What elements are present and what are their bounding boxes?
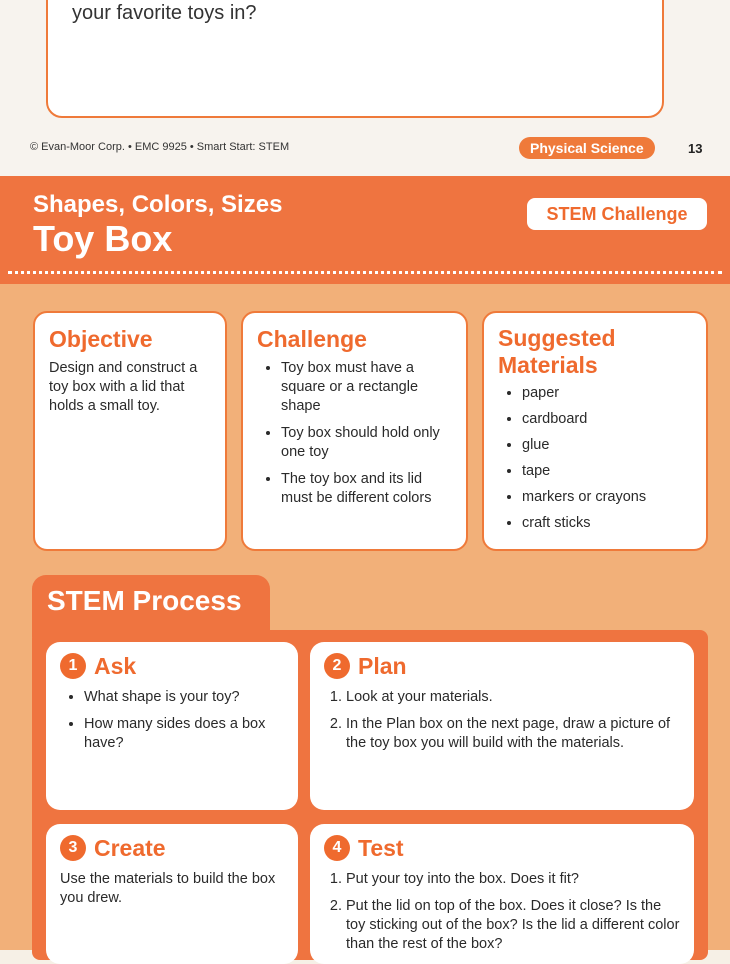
ask-list <box>60 688 284 753</box>
list-item: 2. Put the lid on top of the box. Does it close? Is the toy sticking out of the box? Is the lid a different color than the rest of the box? <box>346 897 680 954</box>
step-heading: Plan <box>358 653 407 679</box>
step-heading: Test <box>358 835 404 861</box>
list-item: • How many sides does a box have? <box>84 715 284 753</box>
list-item: • The toy box and its lid must be different colors <box>281 470 452 508</box>
stem-challenge-badge: STEM Challenge <box>527 198 707 230</box>
list-item: 2. In the Plan box on the next page, draw a picture of the toy box you will build with the materials. <box>346 715 680 753</box>
step-header <box>324 652 680 680</box>
materials-heading-line1: Suggested <box>498 325 616 351</box>
step-create-card <box>46 824 298 964</box>
list-item: • markers or crayons <box>522 488 692 507</box>
materials-card <box>482 311 708 551</box>
create-text: Use the materials to build the box you drew. <box>60 871 276 906</box>
page-number: 13 <box>688 141 703 156</box>
step-ask-card <box>46 642 298 810</box>
test-list <box>324 870 680 954</box>
step-test-card <box>310 824 694 964</box>
step-heading: Create <box>94 835 166 861</box>
question-text: your favorite toys in? <box>72 2 257 24</box>
page-subtitle: Shapes, Colors, Sizes <box>33 191 283 218</box>
objective-card <box>33 311 227 551</box>
list-item: 1. Look at your materials. <box>346 688 680 707</box>
materials-list <box>498 384 692 533</box>
materials-heading-line2: Materials <box>498 352 598 378</box>
dotted-divider <box>8 271 722 274</box>
list-item: • glue <box>522 436 692 455</box>
step-number-badge: 1 <box>60 653 86 679</box>
step-plan-card <box>310 642 694 810</box>
footer-credit: © Evan-Moor Corp. • EMC 9925 • Smart Start: STEM <box>30 141 290 153</box>
list-item: • Toy box must have a square or a rectangle shape <box>281 359 452 416</box>
list-item: • craft sticks <box>522 514 692 533</box>
step-number-badge: 4 <box>324 835 350 861</box>
step-header <box>60 834 284 862</box>
list-item: • What shape is your toy? <box>84 688 284 707</box>
step-header <box>60 652 284 680</box>
objective-text: Design and construct a toy box with a lid that holds a small toy. <box>49 360 198 414</box>
plan-list <box>324 688 680 753</box>
challenge-heading: Challenge <box>257 326 367 352</box>
list-item: • Toy box should hold only one toy <box>281 424 452 462</box>
objective-heading: Objective <box>49 326 153 352</box>
page-title: Toy Box <box>33 218 173 259</box>
step-number-badge: 2 <box>324 653 350 679</box>
materials-heading <box>498 325 692 379</box>
challenge-list <box>257 359 452 508</box>
list-item: 1. Put your toy into the box. Does it fit? <box>346 870 680 889</box>
section-tag: Physical Science <box>519 137 655 159</box>
list-item: • tape <box>522 462 692 481</box>
challenge-card <box>241 311 468 551</box>
process-title: STEM Process <box>47 585 242 616</box>
step-number-badge: 3 <box>60 835 86 861</box>
step-heading: Ask <box>94 653 137 679</box>
list-item: • paper <box>522 384 692 403</box>
step-header <box>324 834 680 862</box>
list-item: • cardboard <box>522 410 692 429</box>
